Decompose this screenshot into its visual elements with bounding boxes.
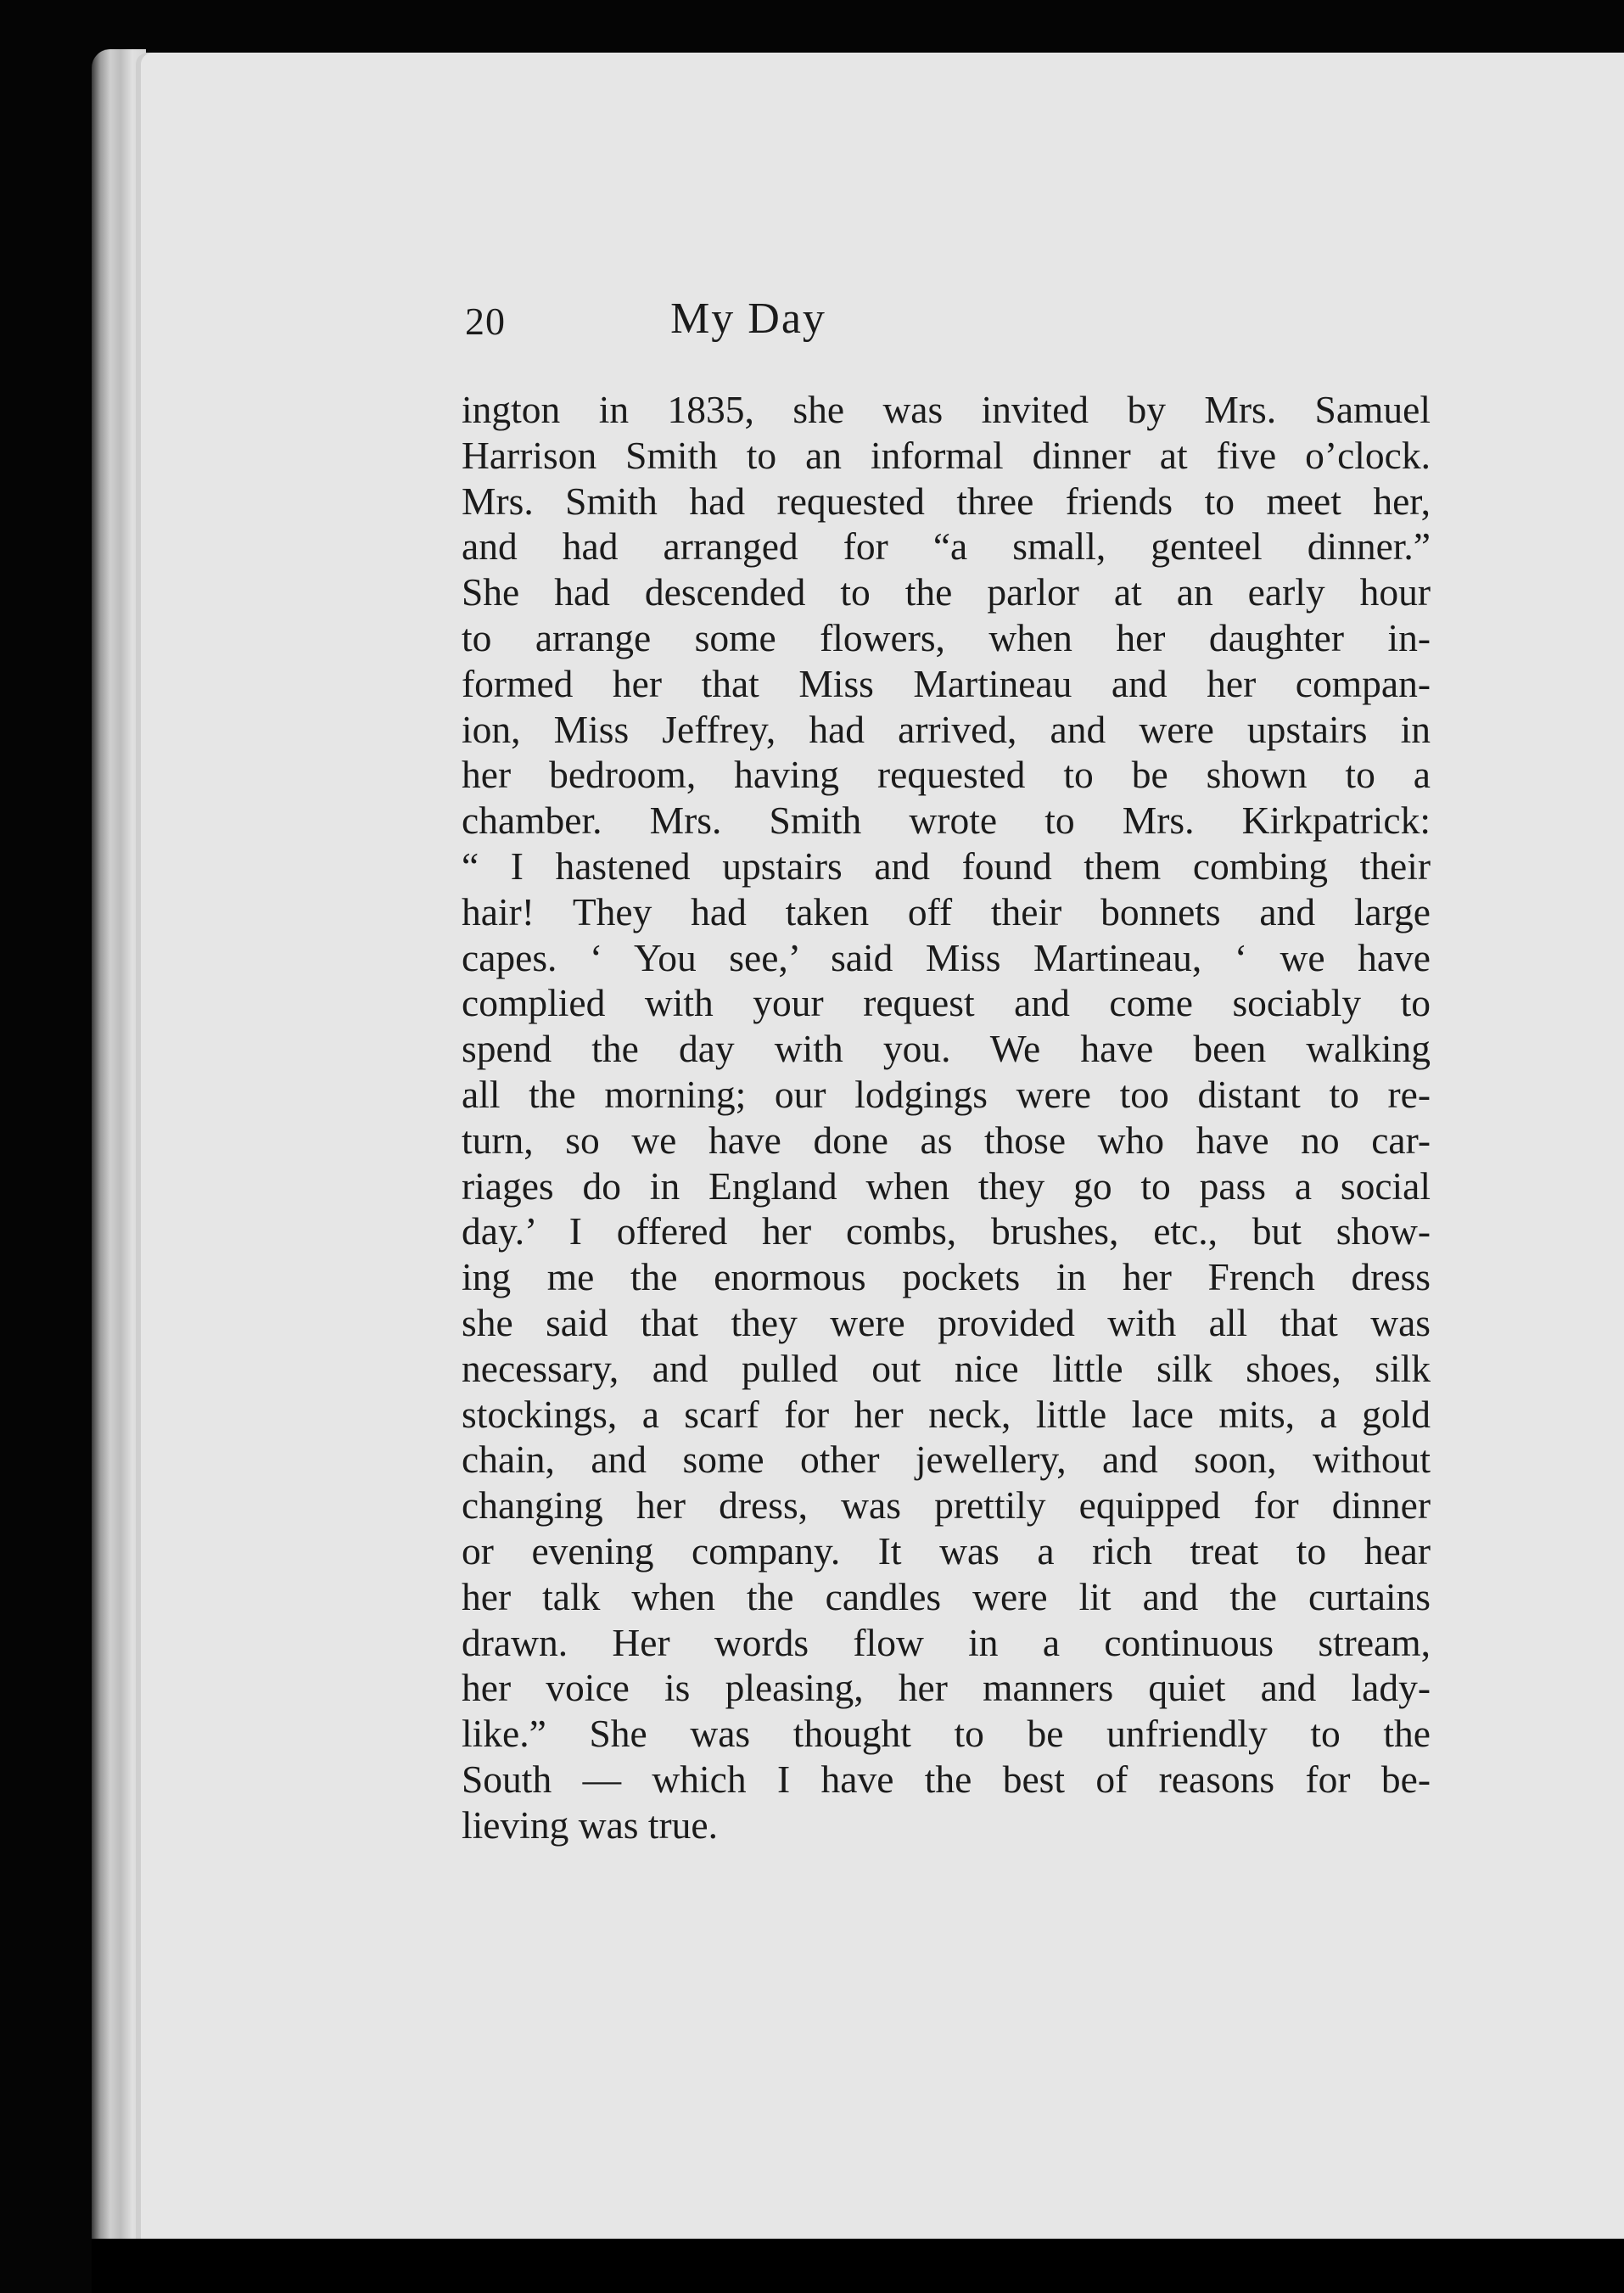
text-line: hair! They had taken off their bonnets and large <box>462 889 1431 933</box>
text-line: South — which I have the best of reasons for be- <box>462 1757 1431 1801</box>
running-head: My Day <box>670 294 826 343</box>
text-line: to arrange some flowers, when her daughter in- <box>462 615 1431 659</box>
text-line: turn, so we have done as those who have no car- <box>462 1118 1431 1162</box>
text-line: ion, Miss Jeffrey, had arrived, and were upstairs in <box>462 707 1431 751</box>
text-line: her voice is pleasing, her manners quiet and lady- <box>462 1666 1431 1710</box>
text-line: and had arranged for “a small, genteel dinner.” <box>462 524 1431 569</box>
text-line: or evening company. It was a rich treat to hear <box>462 1528 1431 1573</box>
text-line: She had descended to the parlor at an early hour <box>462 570 1431 614</box>
page-number: 20 <box>465 300 506 343</box>
text-line: spend the day with you. We have been walking <box>462 1027 1431 1071</box>
text-line: Mrs. Smith had requested three friends to meet her, <box>462 479 1431 523</box>
text-line: drawn. Her words flow in a continuous stream, <box>462 1620 1431 1664</box>
text-line: ing me the enormous pockets in her French dress <box>462 1255 1431 1299</box>
text-line: chamber. Mrs. Smith wrote to Mrs. Kirkpatrick: <box>462 799 1431 843</box>
text-line: her bedroom, having requested to be shown to a <box>462 753 1431 797</box>
text-line: necessary, and pulled out nice little silk shoes, silk <box>462 1346 1431 1390</box>
text-line: like.” She was thought to be unfriendly to the <box>462 1712 1431 1756</box>
text-line: her talk when the candles were lit and the curtains <box>462 1574 1431 1618</box>
text-line: stockings, a scarf for her neck, little lace mits, a gold <box>462 1392 1431 1436</box>
text-line: lieving was true. <box>462 1802 718 1847</box>
text-line: Harrison Smith to an informal dinner at five o’clock. <box>462 433 1431 477</box>
text-line: chain, and some other jewellery, and soon, without <box>462 1438 1431 1482</box>
text-line: complied with your request and come sociably to <box>462 981 1431 1025</box>
text-line: riages do in England when they go to pass a social <box>462 1163 1431 1208</box>
text-line: capes. ‘ You see,’ said Miss Martineau, ‘ we have <box>462 935 1431 979</box>
text-line: “ I hastened upstairs and found them combing their <box>462 844 1431 888</box>
bottom-shadow <box>92 2239 1624 2293</box>
text-line: all the morning; our lodgings were too distant to re- <box>462 1072 1431 1116</box>
text-line: day.’ I offered her combs, brushes, etc., but show- <box>462 1209 1431 1253</box>
text-line: she said that they were provided with all that was <box>462 1300 1431 1344</box>
text-line: ington in 1835, she was invited by Mrs. Samuel <box>462 388 1431 431</box>
text-line: changing her dress, was prettily equipped for dinner <box>462 1483 1431 1528</box>
body-text <box>462 387 1431 1848</box>
text-line: formed her that Miss Martineau and her compan- <box>462 661 1431 705</box>
page-header <box>465 294 1032 353</box>
